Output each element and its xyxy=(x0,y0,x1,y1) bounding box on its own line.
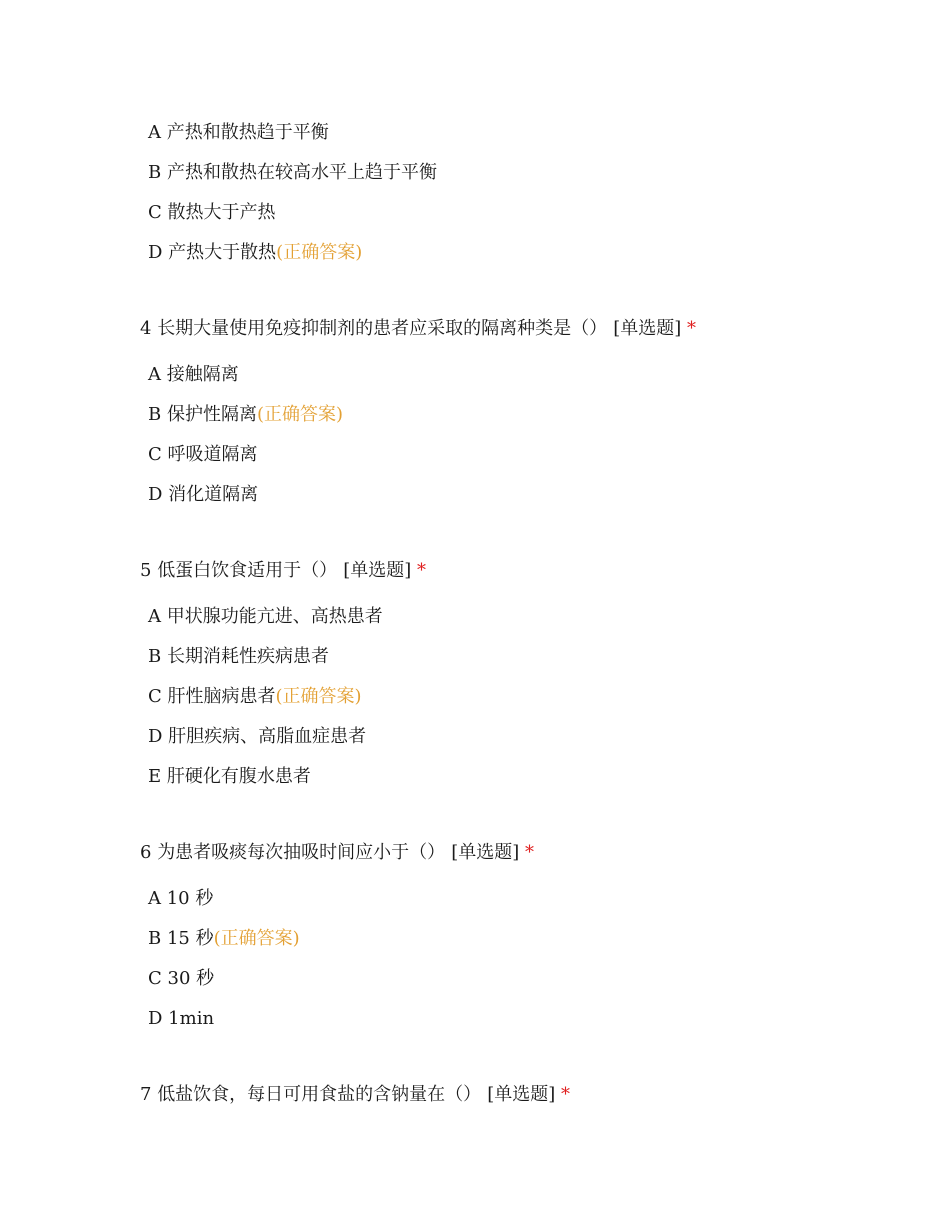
q4-option-d xyxy=(148,483,258,507)
option-letter: A xyxy=(148,888,161,909)
option-text: 甲状腺功能亢进、高热患者 xyxy=(166,606,383,627)
option-letter: A xyxy=(148,122,161,143)
option-text: 肝性脑病患者 xyxy=(167,686,276,707)
question-text: 低盐饮食，每日可用食盐的含钠量在（） xyxy=(157,1084,482,1105)
q3-option-a xyxy=(148,121,329,145)
q6-option-a xyxy=(148,887,213,911)
question-type: [单选题] xyxy=(343,560,412,581)
option-text: 肝硬化有腹水患者 xyxy=(166,766,311,787)
question-number: 7 xyxy=(140,1084,152,1105)
question-type: [单选题] xyxy=(487,1084,556,1105)
option-text: 保护性隔离 xyxy=(166,404,257,425)
q7-title xyxy=(140,1083,570,1107)
option-letter: B xyxy=(148,646,162,667)
q5-title xyxy=(140,559,426,583)
option-letter: A xyxy=(148,606,161,627)
option-letter: C xyxy=(148,444,162,465)
option-letter: D xyxy=(148,242,163,263)
question-number: 4 xyxy=(140,318,152,339)
option-text: 1min xyxy=(168,1008,215,1029)
question-text: 长期大量使用免疫抑制剂的患者应采取的隔离种类是（） xyxy=(157,318,608,339)
option-text: 产热和散热趋于平衡 xyxy=(166,122,329,143)
option-text: 30 秒 xyxy=(167,968,215,989)
required-mark: * xyxy=(416,560,426,581)
q3-option-c xyxy=(148,201,276,225)
option-text: 15 秒 xyxy=(166,928,214,949)
option-letter: C xyxy=(148,202,162,223)
option-text: 产热和散热在较高水平上趋于平衡 xyxy=(166,162,437,183)
correct-answer-mark: (正确答案) xyxy=(213,928,300,949)
question-number: 5 xyxy=(140,560,152,581)
q6-option-b xyxy=(148,927,300,951)
option-text: 产热大于散热 xyxy=(168,242,277,263)
option-text: 10 秒 xyxy=(166,888,214,909)
q4-option-c xyxy=(148,443,258,467)
option-text: 散热大于产热 xyxy=(167,202,276,223)
option-letter: A xyxy=(148,364,161,385)
option-letter: C xyxy=(148,686,162,707)
question-number: 6 xyxy=(140,842,152,863)
q5-option-a xyxy=(148,605,383,629)
q5-option-c xyxy=(148,685,362,709)
option-text: 肝胆疾病、高脂血症患者 xyxy=(168,726,367,747)
q5-option-d xyxy=(148,725,366,749)
q5-option-e xyxy=(148,765,311,789)
q4-title xyxy=(140,317,696,341)
question-type: [单选题] xyxy=(451,842,520,863)
required-mark: * xyxy=(686,318,696,339)
question-text: 为患者吸痰每次抽吸时间应小于（） xyxy=(157,842,446,863)
q5-option-b xyxy=(148,645,329,669)
q4-option-a xyxy=(148,363,239,387)
q3-option-d xyxy=(148,241,362,265)
q6-option-d xyxy=(148,1007,214,1031)
correct-answer-mark: (正确答案) xyxy=(276,242,363,263)
q4-option-b xyxy=(148,403,343,427)
required-mark: * xyxy=(560,1084,570,1105)
option-letter: B xyxy=(148,162,162,183)
question-type: [单选题] xyxy=(613,318,682,339)
required-mark: * xyxy=(524,842,534,863)
option-letter: B xyxy=(148,404,162,425)
question-text: 低蛋白饮食适用于（） xyxy=(157,560,338,581)
correct-answer-mark: (正确答案) xyxy=(275,686,362,707)
option-letter: D xyxy=(148,484,163,505)
option-letter: E xyxy=(148,766,162,787)
option-letter: D xyxy=(148,1008,163,1029)
option-text: 呼吸道隔离 xyxy=(167,444,258,465)
q6-title xyxy=(140,841,534,865)
q6-option-c xyxy=(148,967,214,991)
q3-option-b xyxy=(148,161,437,185)
option-letter: B xyxy=(148,928,162,949)
correct-answer-mark: (正确答案) xyxy=(256,404,344,425)
option-text: 长期消耗性疾病患者 xyxy=(166,646,329,667)
option-text: 接触隔离 xyxy=(166,364,239,385)
option-text: 消化道隔离 xyxy=(168,484,259,505)
option-letter: C xyxy=(148,968,162,989)
option-letter: D xyxy=(148,726,163,747)
